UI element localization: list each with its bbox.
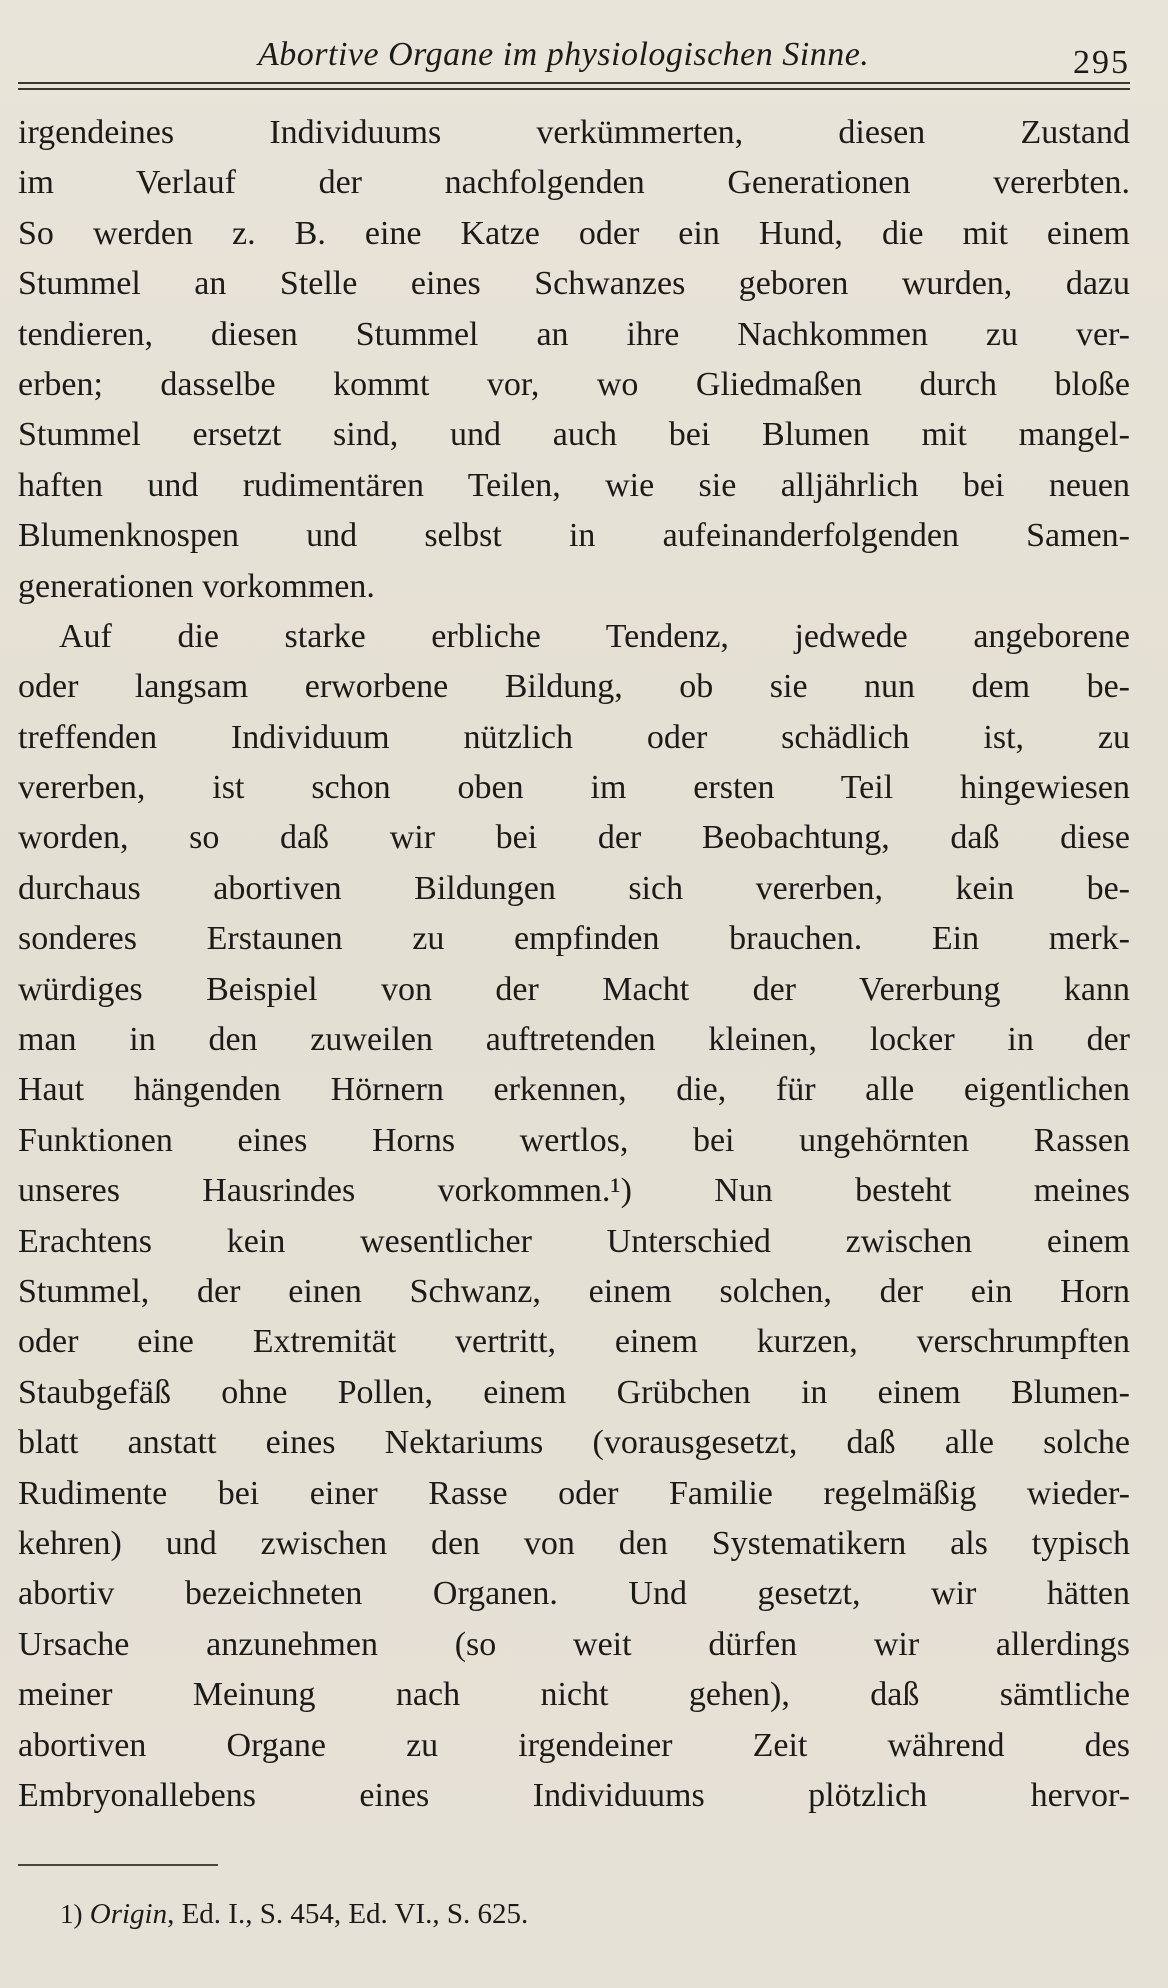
text-line: blatt anstatt eines Nektariums (vorausgesetzt, daß alle solche (18, 1424, 1130, 1462)
text-line: sonderes Erstaunen zu empfinden brauchen. Ein merk- (18, 920, 1130, 958)
text-line: abortiv bezeichneten Organen. Und gesetzt, wir hätten (18, 1575, 1130, 1613)
text-line: Rudimente bei einer Rasse oder Familie regelmäßig wieder- (18, 1474, 1130, 1512)
text-line: man in den zuweilen auftretenden kleinen, locker in der (18, 1021, 1130, 1059)
footnote-reference: , Ed. I., S. 454, Ed. VI., S. 625. (167, 1898, 529, 1930)
text-line: Stummel, der einen Schwanz, einem solchen, der ein Horn (18, 1272, 1130, 1310)
body-text (18, 108, 1130, 1821)
text-line: oder langsam erworbene Bildung, ob sie nun dem be- (18, 668, 1130, 706)
text-line: abortiven Organe zu irgendeiner Zeit während des (18, 1726, 1130, 1764)
running-title: Abortive Organe im physiologischen Sinne. (258, 36, 870, 73)
text-line: vererben, ist schon oben im ersten Teil hingewiesen (18, 769, 1130, 807)
text-line: meiner Meinung nach nicht gehen), daß sämtliche (18, 1676, 1130, 1714)
text-line: worden, so daß wir bei der Beobachtung, daß diese (18, 819, 1130, 857)
text-line: erben; dasselbe kommt vor, wo Gliedmaßen durch bloße (18, 365, 1130, 403)
footnote-work-title: Origin (89, 1898, 168, 1930)
text-line: Stummel ersetzt sind, und auch bei Blumen mit mangel- (18, 416, 1130, 454)
footnote-rule (18, 1864, 218, 1866)
text-line: oder eine Extremität vertritt, einem kurzen, verschrumpften (18, 1323, 1130, 1361)
text-line: generationen vorkommen. (18, 567, 375, 605)
text-line: haften und rudimentären Teilen, wie sie alljährlich bei neuen (18, 466, 1130, 504)
text-line: kehren) und zwischen den von den Systematikern als typisch (18, 1524, 1130, 1562)
paragraph-first-line: Auf die starke erbliche Tendenz, jedwede angeborene (59, 617, 1130, 655)
text-line: Embryonallebens eines Individuums plötzlich hervor- (18, 1776, 1130, 1814)
footnote (60, 1895, 528, 1933)
text-line: Funktionen eines Horns wertlos, bei ungehörnten Rassen (18, 1121, 1130, 1159)
header-rule-bottom (18, 88, 1130, 90)
text-line: Staubgefäß ohne Pollen, einem Grübchen in einem Blumen- (18, 1373, 1130, 1411)
text-line: Haut hängenden Hörnern erkennen, die, für alle eigentlichen (18, 1071, 1130, 1109)
text-line-with-footnote-ref: unseres Hausrindes vorkommen.¹) Nun besteht meines (18, 1172, 1130, 1210)
text-line: Blumenknospen und selbst in aufeinanderfolgenden Samen- (18, 517, 1130, 555)
text-line: Stummel an Stelle eines Schwanzes geboren wurden, dazu (18, 265, 1130, 303)
footnote-marker: 1) (60, 1899, 83, 1929)
text-line: Ursache anzunehmen (so weit dürfen wir allerdings (18, 1625, 1130, 1663)
text-line: tendieren, diesen Stummel an ihre Nachkommen zu ver- (18, 315, 1130, 353)
text-line: im Verlauf der nachfolgenden Generationen vererbten. (18, 164, 1130, 202)
text-line: durchaus abortiven Bildungen sich vererben, kein be- (18, 869, 1130, 907)
running-head (18, 28, 1130, 84)
text-line: Erachtens kein wesentlicher Unterschied zwischen einem (18, 1222, 1130, 1260)
header-rule-top (18, 82, 1130, 84)
text-line: So werden z. B. eine Katze oder ein Hund, die mit einem (18, 214, 1130, 252)
text-line: treffenden Individuum nützlich oder schädlich ist, zu (18, 718, 1130, 756)
page-number: 295 (1073, 44, 1130, 81)
text-line: irgendeines Individuums verkümmerten, diesen Zustand (18, 114, 1130, 151)
text-line: würdiges Beispiel von der Macht der Vererbung kann (18, 970, 1130, 1008)
